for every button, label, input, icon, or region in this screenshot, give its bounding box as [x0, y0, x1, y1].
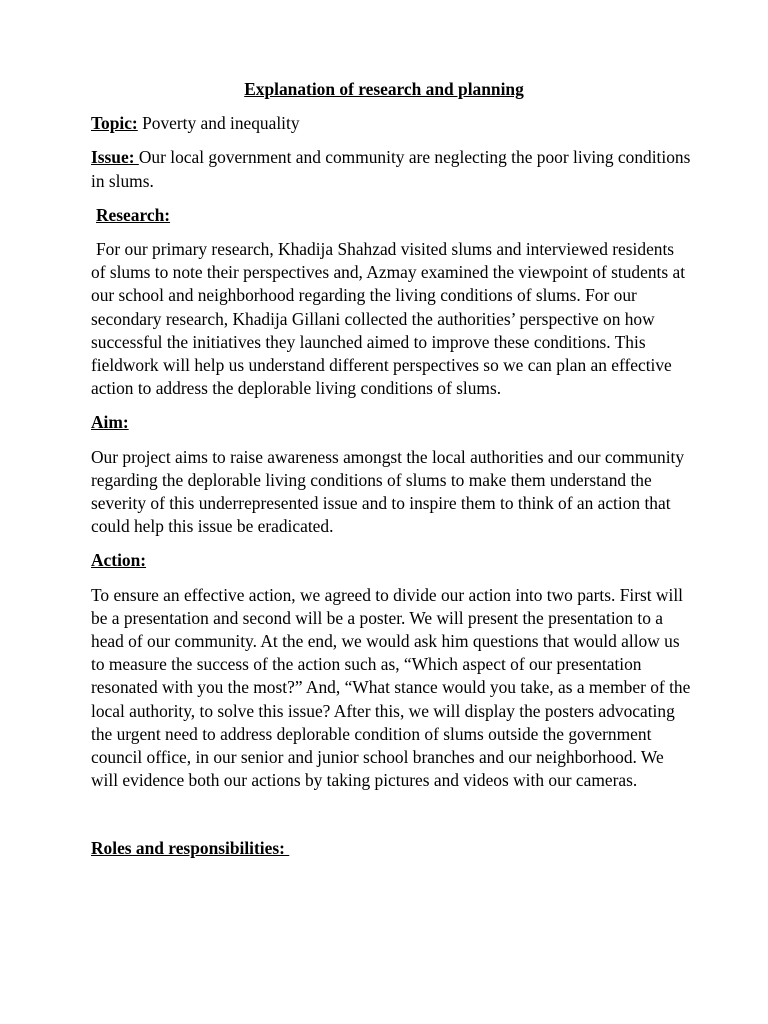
issue-label: Issue: [91, 147, 139, 168]
document-page [91, 78, 691, 872]
topic-label: Topic: [91, 113, 138, 134]
research-body: For our primary research, Khadija Shahzad visited slums and interviewed residents of slums to note their perspectives and, Azmay examined the viewpoint of students at our school and neighborhood regarding the living conditions of slums. For our secondary research, Khadija Gillani collected the authorities’ perspective on how successful the initiatives they launched aimed to improve these conditions. This fieldwork will help us understand different perspectives so we can plan an effective action to address the deplorable living conditions of slums. [91, 239, 686, 399]
research-heading: Research: [96, 204, 171, 225]
aim-heading: Aim: [91, 412, 129, 433]
action-body: To ensure an effective action, we agreed to divide our action into two parts. First will be a presentation and second will be a poster. We will present the presentation to a head of our community. At the end, we would ask him questions that would allow us to measure the success of the action such as, “Which aspect of our presentation resonated with you the most?” And, “What stance would you take, as a member of the local authority, to solve this issue? After this, we will display the posters advocating the urgent need to address deplorable condition of slums outside the government council office, in our senior and junior school branches and our neighborhood. We will evidence both our actions by taking pictures and videos with our cameras. [91, 584, 691, 791]
document-title: Explanation of research and planning [244, 79, 524, 99]
topic-line [91, 112, 691, 135]
issue-line [91, 146, 691, 192]
roles-heading: Roles and responsibilities: [91, 838, 290, 859]
action-heading: Action: [91, 550, 147, 571]
issue-value: Our local government and community are neglecting the poor living conditions in slums. [91, 147, 691, 191]
topic-value: Poverty and inequality [142, 113, 300, 134]
spacer [91, 803, 691, 837]
aim-body: Our project aims to raise awareness amongst the local authorities and our community regarding the deplorable living conditions of slums to make them understand the severity of this underrepresented issue and to inspire them to think of an action that could help this issue be eradicated. [91, 446, 685, 537]
